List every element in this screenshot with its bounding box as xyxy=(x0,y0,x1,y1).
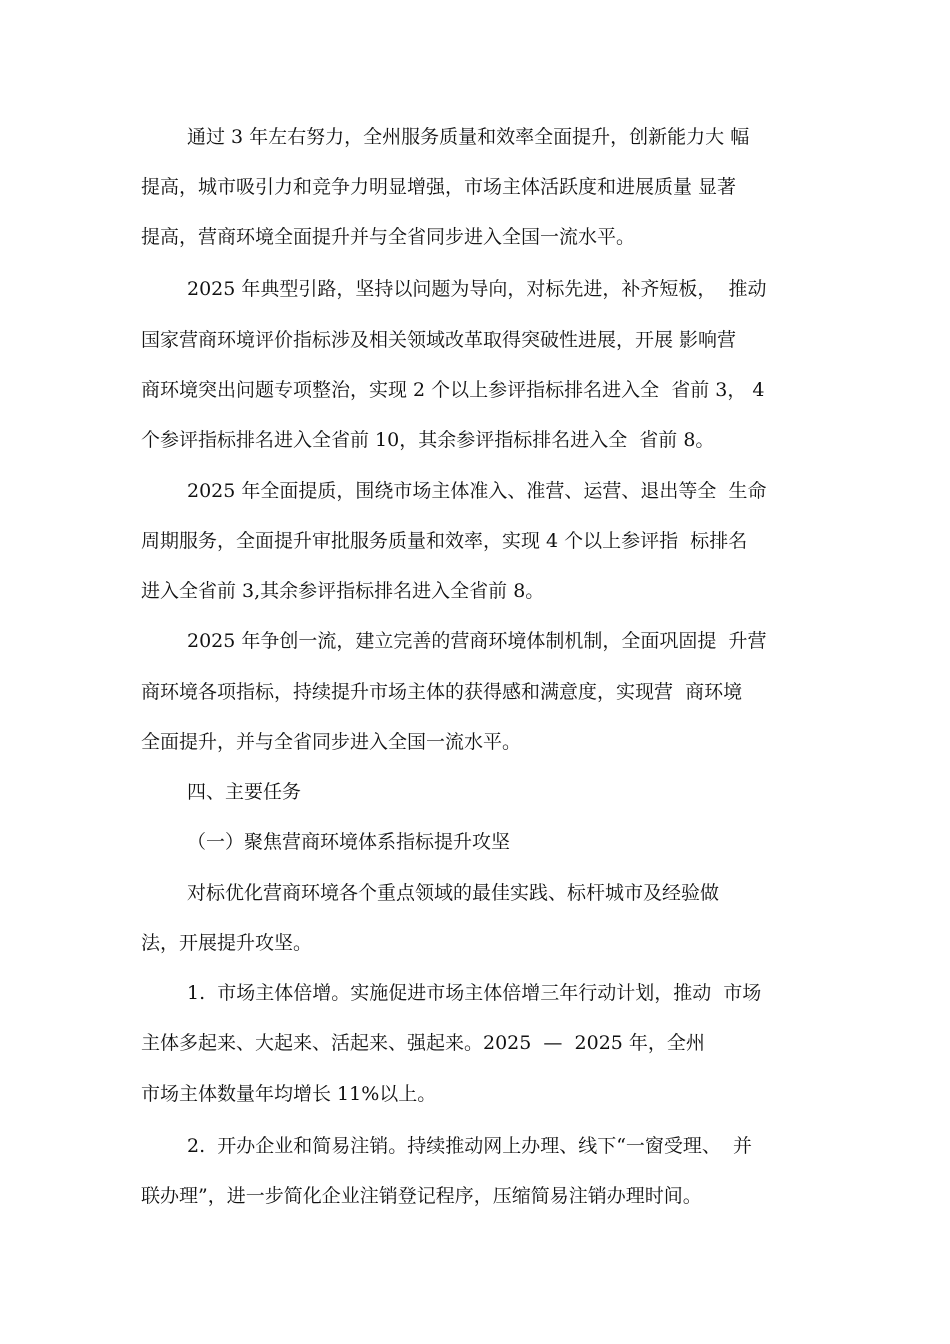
text-line: 提高，营商环境全面提升并与全省同步进入全国一流水平。 xyxy=(141,226,636,248)
text-line: 法，开展提升攻坚。 xyxy=(141,932,313,954)
text-line: 2025 年全面提质，围绕市场主体准入、准营、运营、退出等全 生命 xyxy=(187,480,767,502)
text-line: 2. 开办企业和简易注销。持续推动网上办理、线下“一窗受理、 并 xyxy=(187,1135,753,1157)
text-line: 联办理”，进一步简化企业注销登记程序，压缩简易注销办理时间。 xyxy=(141,1185,702,1207)
subsection-heading: （一）聚焦营商环境体系指标提升攻坚 xyxy=(187,831,511,853)
text-line: 1. 市场主体倍增。实施促进市场主体倍增三年行动计划，推动 市场 xyxy=(187,982,762,1004)
text-line: 国家营商环境评价指标涉及相关领域改革取得突破性进展，开展 影响营 xyxy=(141,329,737,351)
text-line: 周期服务，全面提升审批服务质量和效率，实现 4 个以上参评指 标排名 xyxy=(141,530,748,552)
text-line: 市场主体数量年均增长 11%以上。 xyxy=(141,1083,437,1105)
text-line: 进入全省前 3,其余参评指标排名进入全省前 8。 xyxy=(141,580,545,602)
text-line: 商环境突出问题专项整治，实现 2 个以上参评指标排名进入全 省前 3， 4 xyxy=(141,379,765,401)
text-line: 通过 3 年左右努力，全州服务质量和效率全面提升，创新能力大 幅 xyxy=(187,126,750,148)
text-line: 个参评指标排名进入全省前 10，其余参评指标排名进入全 省前 8。 xyxy=(141,429,715,451)
text-line: 提高，城市吸引力和竞争力明显增强，市场主体活跃度和进展质量 显著 xyxy=(141,176,737,198)
text-line: 2025 年典型引路，坚持以问题为导向，对标先进，补齐短板， 推动 xyxy=(187,278,767,300)
section-heading: 四、主要任务 xyxy=(187,781,302,803)
text-line: 2025 年争创一流，建立完善的营商环境体制机制，全面巩固提 升营 xyxy=(187,630,767,652)
text-line: 商环境各项指标，持续提升市场主体的获得感和满意度，实现营 商环境 xyxy=(141,681,743,703)
text-line: 主体多起来、大起来、活起来、强起来。2025 — 2025 年，全州 xyxy=(141,1032,705,1054)
text-line: 全面提升，并与全省同步进入全国一流水平。 xyxy=(141,731,522,753)
text-line: 对标优化营商环境各个重点领域的最佳实践、标杆城市及经验做 xyxy=(187,882,720,904)
